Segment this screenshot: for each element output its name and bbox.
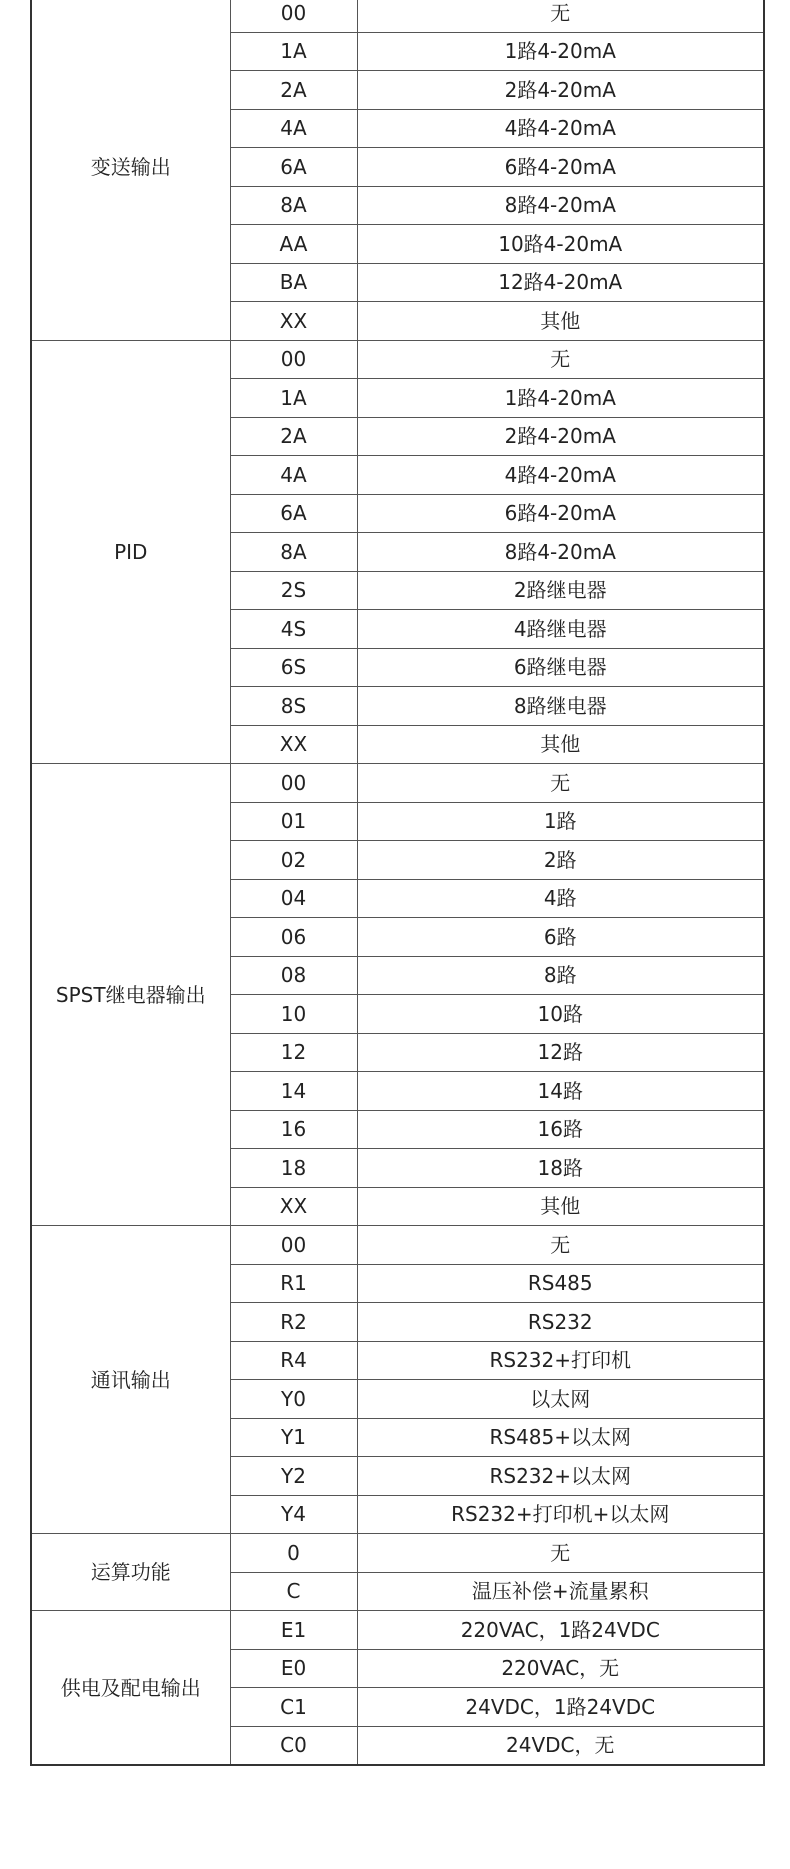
code-cell: 8A [230,533,357,572]
code-cell: Y1 [230,1418,357,1457]
description-cell: 14路 [357,1072,764,1111]
code-cell: XX [230,725,357,764]
code-cell: Y4 [230,1495,357,1534]
code-cell: 2S [230,571,357,610]
code-cell: 4A [230,456,357,495]
code-cell: 06 [230,918,357,957]
code-cell: 10 [230,995,357,1034]
description-cell: 12路4-20mA [357,263,764,302]
description-cell: 220VAC，无 [357,1649,764,1688]
description-cell: 4路继电器 [357,610,764,649]
code-cell: 00 [230,0,357,32]
spec-table-body [31,0,764,1765]
code-cell: Y0 [230,1380,357,1419]
description-cell: 16路 [357,1110,764,1149]
description-cell: 4路4-20mA [357,109,764,148]
code-cell: C [230,1572,357,1611]
code-cell: 8S [230,687,357,726]
code-cell: 08 [230,956,357,995]
description-cell: 温压补偿+流量累积 [357,1572,764,1611]
description-cell: 2路4-20mA [357,71,764,110]
category-cell: SPST继电器输出 [31,764,230,1226]
code-cell: BA [230,263,357,302]
description-cell: RS232+打印机 [357,1341,764,1380]
code-cell: 16 [230,1110,357,1149]
spec-table [30,0,765,1766]
code-cell: 01 [230,802,357,841]
code-cell: 2A [230,71,357,110]
category-cell: 运算功能 [31,1534,230,1611]
code-cell: 4S [230,610,357,649]
code-cell: XX [230,302,357,341]
description-cell: 无 [357,1226,764,1265]
code-cell: 1A [230,32,357,71]
description-cell: RS485+以太网 [357,1418,764,1457]
code-cell: 4A [230,109,357,148]
table-row [31,1534,764,1573]
code-cell: 04 [230,879,357,918]
description-cell: 8路4-20mA [357,533,764,572]
code-cell: 0 [230,1534,357,1573]
description-cell: 无 [357,1534,764,1573]
category-cell: 供电及配电输出 [31,1611,230,1766]
code-cell: 6A [230,148,357,187]
description-cell: 4路 [357,879,764,918]
description-cell: 6路4-20mA [357,494,764,533]
description-cell: 10路 [357,995,764,1034]
description-cell: RS485 [357,1264,764,1303]
description-cell: 1路4-20mA [357,32,764,71]
description-cell: 1路4-20mA [357,379,764,418]
description-cell: 2路4-20mA [357,417,764,456]
description-cell: RS232+打印机+以太网 [357,1495,764,1534]
description-cell: 其他 [357,302,764,341]
code-cell: 00 [230,764,357,803]
code-cell: 12 [230,1033,357,1072]
code-cell: 00 [230,1226,357,1265]
code-cell: 02 [230,841,357,880]
description-cell: 无 [357,0,764,32]
description-cell: 12路 [357,1033,764,1072]
code-cell: R2 [230,1303,357,1342]
description-cell: 无 [357,764,764,803]
code-cell: C0 [230,1726,357,1765]
table-row [31,1226,764,1265]
category-cell: PID [31,340,230,764]
description-cell: 24VDC，无 [357,1726,764,1765]
description-cell: 8路4-20mA [357,186,764,225]
description-cell: 2路 [357,841,764,880]
description-cell: 1路 [357,802,764,841]
table-row [31,340,764,379]
description-cell: 其他 [357,725,764,764]
description-cell: 10路4-20mA [357,225,764,264]
description-cell: 以太网 [357,1380,764,1419]
code-cell: 18 [230,1149,357,1188]
description-cell: RS232+以太网 [357,1457,764,1496]
code-cell: AA [230,225,357,264]
code-cell: XX [230,1187,357,1226]
description-cell: 4路4-20mA [357,456,764,495]
description-cell: 其他 [357,1187,764,1226]
description-cell: 220VAC，1路24VDC [357,1611,764,1650]
description-cell: 8路 [357,956,764,995]
category-cell: 变送输出 [31,0,230,340]
description-cell: 8路继电器 [357,687,764,726]
category-cell: 通讯输出 [31,1226,230,1534]
code-cell: 6S [230,648,357,687]
description-cell: 18路 [357,1149,764,1188]
code-cell: R4 [230,1341,357,1380]
description-cell: 6路 [357,918,764,957]
description-cell: 6路继电器 [357,648,764,687]
table-row [31,0,764,32]
code-cell: 8A [230,186,357,225]
code-cell: 00 [230,340,357,379]
code-cell: 1A [230,379,357,418]
code-cell: R1 [230,1264,357,1303]
table-row [31,1611,764,1650]
table-row [31,764,764,803]
code-cell: Y2 [230,1457,357,1496]
code-cell: 14 [230,1072,357,1111]
description-cell: RS232 [357,1303,764,1342]
code-cell: E0 [230,1649,357,1688]
description-cell: 6路4-20mA [357,148,764,187]
code-cell: C1 [230,1688,357,1727]
description-cell: 2路继电器 [357,571,764,610]
code-cell: E1 [230,1611,357,1650]
code-cell: 2A [230,417,357,456]
description-cell: 无 [357,340,764,379]
code-cell: 6A [230,494,357,533]
description-cell: 24VDC，1路24VDC [357,1688,764,1727]
